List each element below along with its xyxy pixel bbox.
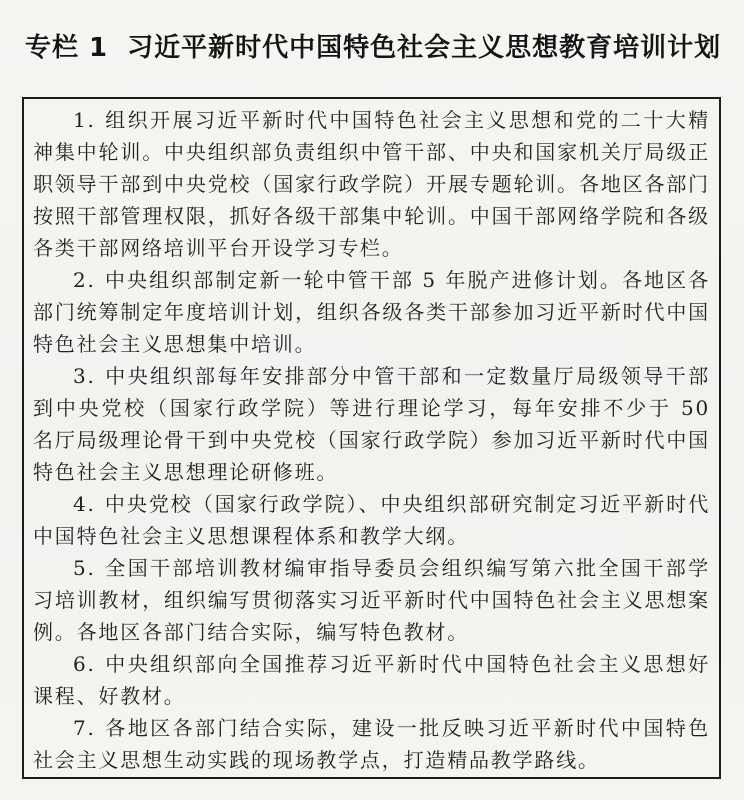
paragraph-3	[33, 360, 710, 488]
paragraph-2-text: 中央组织部制定新一轮中管干部 5 年脱产进修计划。各地区各部门统筹制定年度培训计划，组织各级各类干部参加习近平新时代中国特色社会主义思想集中培训。	[33, 268, 710, 356]
paragraph-3-number: 3.	[73, 364, 96, 388]
paragraph-6-text: 中央组织部向全国推荐习近平新时代中国特色社会主义思想好课程、好教材。	[33, 652, 710, 708]
paragraph-7-number: 7.	[73, 716, 96, 740]
paragraph-1-number: 1.	[73, 108, 96, 132]
paragraph-4-text: 中央党校（国家行政学院）、中央组织部研究制定习近平新时代中国特色社会主义思想课程体系和教学大纲。	[33, 492, 710, 548]
paragraph-3-text: 中央组织部每年安排部分中管干部和一定数量厅局级领导干部到中央党校（国家行政学院）等进行理论学习，每年安排不少于 50 名厅局级理论骨干到中央党校（国家行政学院）参加习近平新时代中国特色社会主义思想理论研修班。	[33, 364, 710, 484]
paragraph-1-text: 组织开展习近平新时代中国特色社会主义思想和党的二十大精神集中轮训。中央组织部负责组织中管干部、中央和国家机关厅局级正职领导干部到中央党校（国家行政学院）开展专题轮训。各地区各部门按照干部管理权限，抓好各级干部集中轮训。中国干部网络学院和各级各类干部网络培训平台开设学习专栏。	[33, 108, 710, 260]
content-box	[22, 97, 721, 779]
paragraph-4	[33, 488, 710, 552]
paragraph-7	[33, 712, 710, 776]
paragraph-7-text: 各地区各部门结合实际，建设一批反映习近平新时代中国特色社会主义思想生动实践的现场教学点，打造精品教学路线。	[33, 716, 710, 772]
paragraph-5-text: 全国干部培训教材编审指导委员会组织编写第六批全国干部学习培训教材，组织编写贯彻落实习近平新时代中国特色社会主义思想案例。各地区各部门结合实际，编写特色教材。	[33, 556, 710, 644]
paragraph-2	[33, 264, 710, 360]
paragraph-5	[33, 552, 710, 648]
paragraph-2-number: 2.	[73, 268, 96, 292]
paragraph-4-number: 4.	[73, 492, 96, 516]
box-heading	[25, 31, 725, 65]
box-number-label: 专栏 1	[25, 33, 109, 63]
paragraph-1	[33, 104, 710, 264]
paragraph-6	[33, 648, 710, 712]
paragraph-5-number: 5.	[73, 556, 96, 580]
paragraph-6-number: 6.	[73, 652, 96, 676]
box-heading-title: 习近平新时代中国特色社会主义思想教育培训计划	[127, 33, 722, 63]
